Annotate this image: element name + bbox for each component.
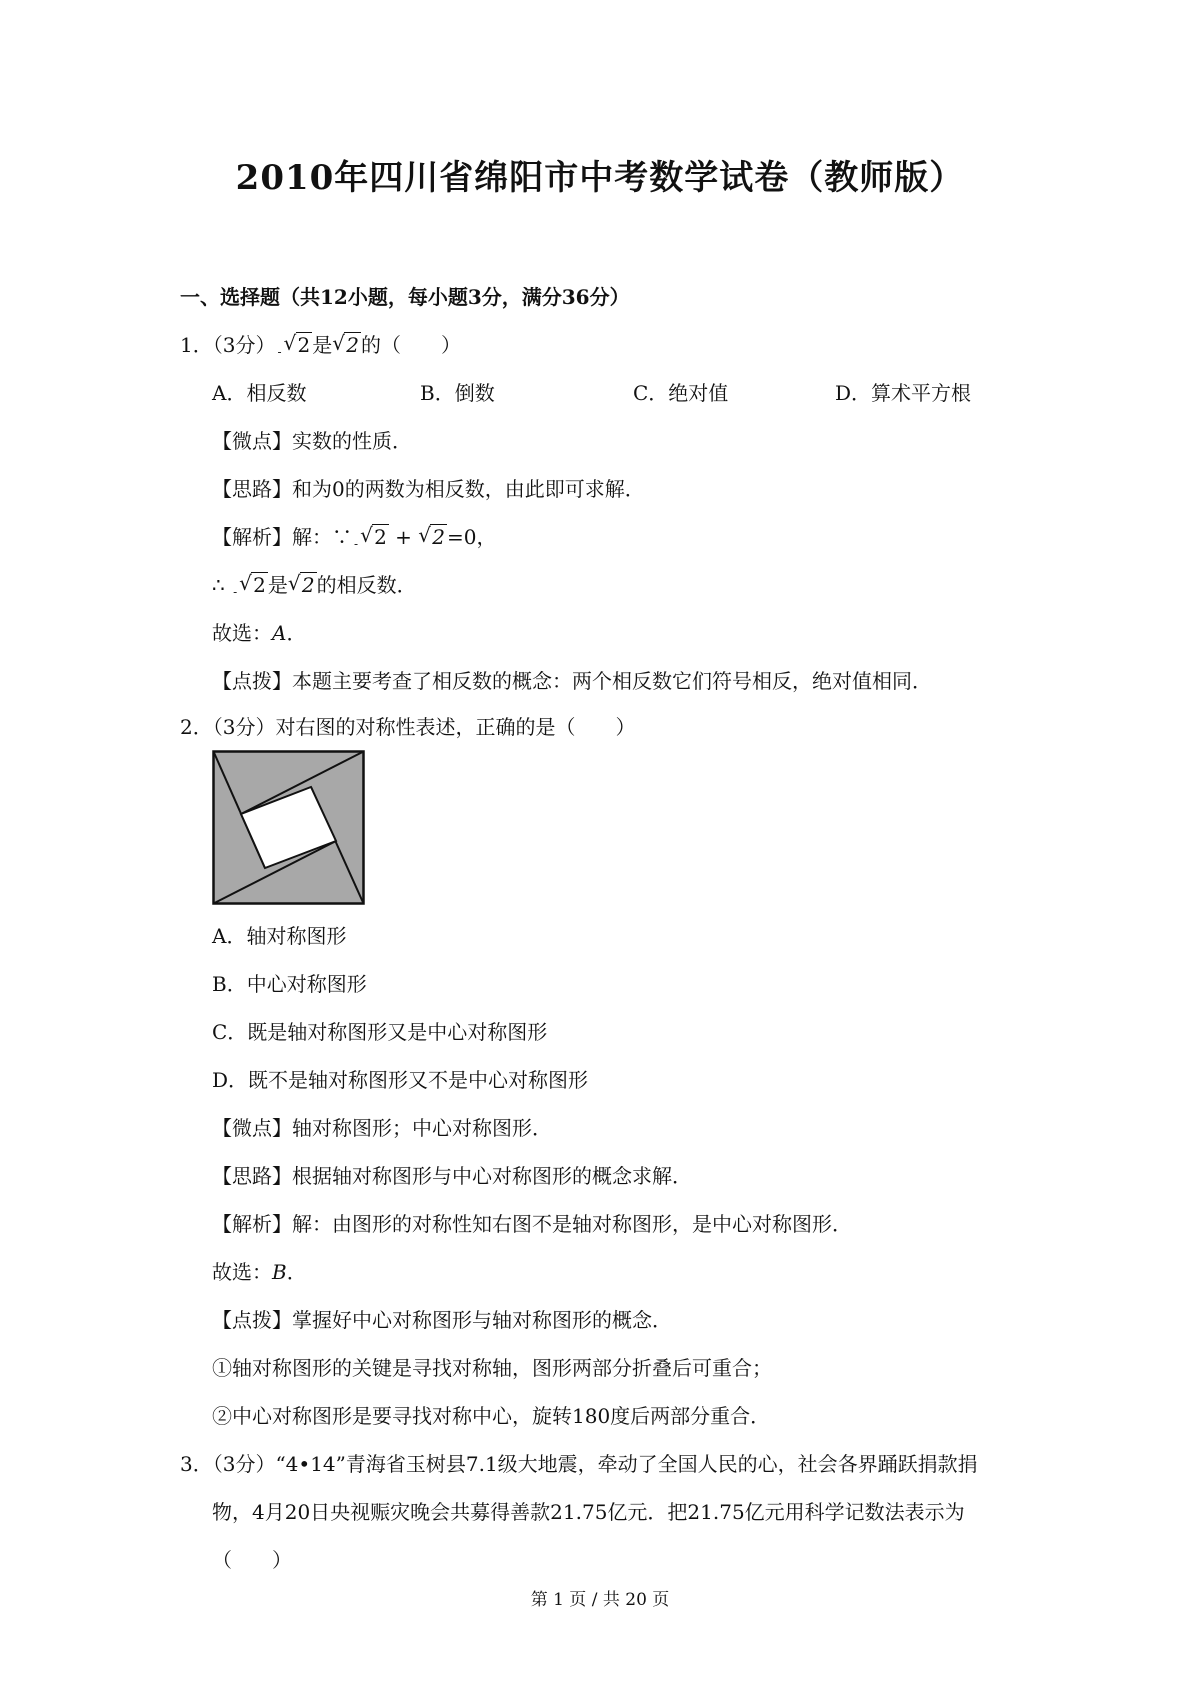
q1-analysis-prefix: 【解析】解：∵ [212, 525, 352, 549]
sqrt-symbol: √ 2 [287, 571, 315, 597]
sqrt-symbol: √ 2 [332, 331, 359, 357]
q1-analysis-plus: + [395, 525, 412, 549]
q2-answer-suffix: ． [286, 1260, 307, 1284]
q1-stem-radicand-2: 2 [346, 333, 359, 357]
q2-idea: 【思路】根据轴对称图形与中心对称图形的概念求解． [212, 1164, 692, 1188]
therefore-symbol: ∴ [212, 573, 225, 597]
q2-analysis: 【解析】解：由图形的对称性知右图不是轴对称图形，是中心对称图形． [212, 1212, 852, 1236]
q2-option-b: B．中心对称图形 [212, 972, 367, 996]
q1-therefore-suffix: 的相反数． [316, 573, 417, 597]
q1-therefore-radicand-2: 2 [301, 573, 315, 597]
q2-option-c: C．既是轴对称图形又是中心对称图形 [212, 1020, 548, 1044]
question-3-stem-line-3: （ ） [212, 1548, 292, 1572]
q1-therefore-mid: 是 [267, 573, 288, 597]
q1-analysis-radicand-2: 2 [432, 525, 446, 549]
sqrt-symbol: √ 2 [418, 523, 446, 549]
section-header: 一、选择题（共12小题，每小题3分，满分36分） [180, 285, 630, 309]
page-title: 2010年四川省绵阳市中考数学试卷（教师版） [235, 158, 965, 198]
q1-stem-prefix: 1．（3分） [180, 333, 276, 357]
q1-answer-suffix: ． [286, 621, 307, 645]
q1-stem-suffix: 的（ ） [360, 333, 461, 357]
q1-point: 【微点】实数的性质． [212, 429, 412, 453]
q1-comment: 【点拨】本题主要考查了相反数的概念：两个相反数它们符号相反，绝对值相同． [212, 669, 932, 693]
sqrt-symbol: √ 2 [360, 523, 387, 549]
q1-analysis-minus: - [354, 537, 359, 551]
q2-comment: 【点拨】掌握好中心对称图形与轴对称图形的概念． [212, 1308, 672, 1332]
q1-therefore [212, 571, 417, 606]
question-2-figure [212, 750, 365, 905]
page-footer: 第 1 页 / 共 20 页 [530, 1590, 670, 1610]
q1-analysis [212, 523, 497, 558]
q1-option-b: B．倒数 [420, 381, 495, 405]
sqrt-symbol: √ 2 [283, 331, 311, 357]
q2-answer-letter: B [272, 1260, 287, 1284]
q1-answer [212, 619, 306, 647]
q1-answer-prefix: 故选： [212, 621, 272, 645]
q1-analysis-radicand-1: 2 [374, 525, 387, 549]
question-2-stem: 2．（3分）对右图的对称性表述，正确的是（ ） [180, 715, 636, 739]
q1-stem-minus: - [277, 345, 282, 359]
q1-analysis-eq: =0， [447, 525, 497, 549]
q1-therefore-minus: - [233, 585, 238, 599]
q2-point: 【微点】轴对称图形；中心对称图形． [212, 1116, 552, 1140]
q2-answer [212, 1258, 307, 1286]
q1-answer-letter: A [272, 621, 287, 645]
q2-option-d: D．既不是轴对称图形又不是中心对称图形 [212, 1068, 589, 1092]
question-3-stem-line-1: 3．（3分）“4•14”青海省玉树县7.1级大地震，牵动了全国人民的心，社会各界踊跃捐款捐 [180, 1452, 978, 1476]
q1-stem-radicand: 2 [297, 333, 311, 357]
question-1-stem [180, 331, 461, 366]
q1-option-a: A．相反数 [212, 381, 307, 405]
q1-option-c: C．绝对值 [633, 381, 729, 405]
q2-option-a: A．轴对称图形 [212, 924, 347, 948]
q1-option-d: D．算术平方根 [835, 381, 972, 405]
q2-note-1: ①轴对称图形的关键是寻找对称轴，图形两部分折叠后可重合； [212, 1356, 772, 1380]
q2-note-2: ②中心对称图形是要寻找对称中心，旋转180度后两部分重合． [212, 1404, 771, 1428]
q1-therefore-radicand-1: 2 [253, 573, 266, 597]
q2-answer-prefix: 故选： [212, 1260, 272, 1284]
question-3-stem-line-2: 物，4月20日央视赈灾晚会共募得善款21.75亿元．把21.75亿元用科学记数法表示为 [212, 1500, 965, 1524]
sqrt-symbol: √ 2 [239, 571, 266, 597]
q1-stem-mid: 是 [312, 333, 333, 357]
q1-idea: 【思路】和为0的两数为相反数，由此即可求解． [212, 477, 645, 501]
